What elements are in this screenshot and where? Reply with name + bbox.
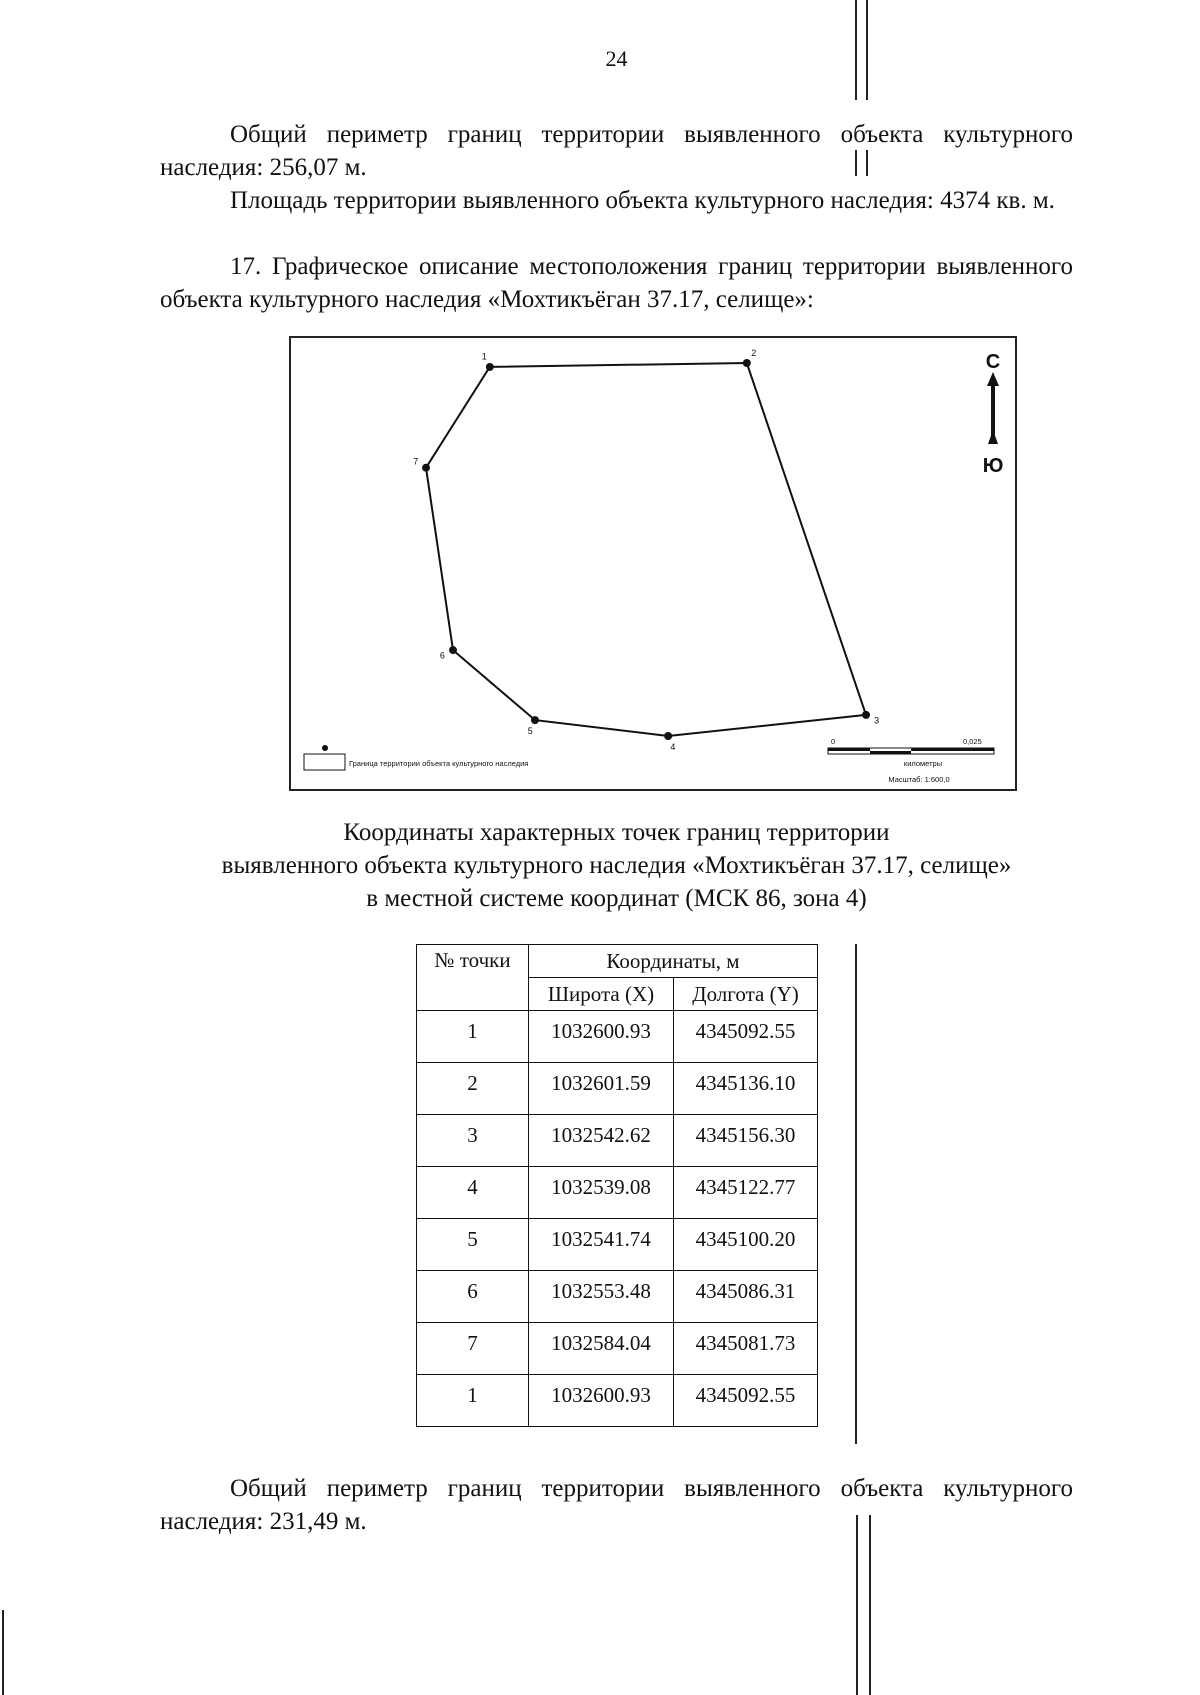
- table-caption-line-2: выявленного объекта культурного наследия «Мохтикъёган 37.17, селище»: [221, 852, 1012, 879]
- point-cell: 6: [417, 1271, 529, 1323]
- header-point-number: № точки: [417, 945, 529, 1011]
- boundary-point-7: [422, 464, 430, 472]
- scan-artifact-line: [856, 1515, 858, 1695]
- point-cell: 7: [417, 1323, 529, 1375]
- table-caption-line-3: в местной системе координат (МСК 86, зона 4): [366, 885, 867, 912]
- y-cell: 4345136.10: [674, 1063, 818, 1115]
- scale-units-label: километры: [903, 759, 943, 768]
- table-caption-line-1: Координаты характерных точек границ территории: [343, 819, 890, 846]
- north-arrow-icon: [987, 372, 999, 444]
- point-cell: 1: [417, 1011, 529, 1063]
- boundary-point-5: [531, 716, 539, 724]
- y-cell: 4345122.77: [674, 1167, 818, 1219]
- boundary-map: [289, 336, 1017, 791]
- x-cell: 1032600.93: [529, 1011, 674, 1063]
- boundary-point-label: 7: [413, 456, 419, 467]
- table-row: [417, 1375, 818, 1427]
- boundary-point-1: [486, 363, 494, 371]
- area-paragraph: Площадь территории выявленного объекта культурного наследия: 4374 кв. м.: [230, 187, 1055, 214]
- scale-bar: [828, 748, 994, 754]
- x-cell: 1032541.74: [529, 1219, 674, 1271]
- table-row: [417, 1167, 818, 1219]
- scale-max-label: 0,025: [963, 737, 982, 746]
- table-row: [417, 1219, 818, 1271]
- point-cell: 4: [417, 1167, 529, 1219]
- perimeter-paragraph-2: Общий периметр границ территории выявленного объекта культурного наследия: 231,49 м.: [160, 1475, 1073, 1535]
- x-cell: 1032539.08: [529, 1167, 674, 1219]
- y-cell: 4345086.31: [674, 1271, 818, 1323]
- compass-south-label: Ю: [982, 455, 1004, 477]
- point-cell: 3: [417, 1115, 529, 1167]
- table-row: [417, 1063, 818, 1115]
- scale-zero-label: 0: [831, 737, 836, 746]
- perimeter-paragraph: Общий периметр границ территории выявленного объекта культурного наследия: 256,07 м.: [160, 121, 1073, 181]
- boundary-point-label: 5: [527, 726, 533, 737]
- boundary-point-label: 1: [481, 351, 487, 362]
- coordinates-table: [416, 944, 818, 1427]
- boundary-point-3: [862, 711, 870, 719]
- table-caption: [160, 816, 1073, 915]
- x-cell: 1032542.62: [529, 1115, 674, 1167]
- y-cell: 4345081.73: [674, 1323, 818, 1375]
- point-cell: 5: [417, 1219, 529, 1271]
- x-cell: 1032584.04: [529, 1323, 674, 1375]
- section-heading-paragraph: 17. Графическое описание местоположения границ территории выявленного объекта культурного наследия «Мохтикъёган 37.17, селище»:: [160, 253, 1073, 313]
- compass-north-label: С: [985, 351, 1001, 373]
- legend-boundary-swatch: [304, 754, 345, 770]
- boundary-point-4: [664, 732, 672, 740]
- scale-ratio-label: Масштаб: 1:600,0: [888, 775, 950, 784]
- x-cell: 1032601.59: [529, 1063, 674, 1115]
- boundary-point-label: 6: [439, 650, 445, 661]
- x-cell: 1032600.93: [529, 1375, 674, 1427]
- scan-artifact-line: [869, 1515, 871, 1695]
- boundary-point-label: 4: [670, 742, 676, 753]
- point-cell: 1: [417, 1375, 529, 1427]
- y-cell: 4345092.55: [674, 1011, 818, 1063]
- boundary-point-label: 2: [751, 348, 757, 359]
- boundary-point-6: [449, 646, 457, 654]
- page-number: 24: [605, 46, 628, 71]
- y-cell: 4345092.55: [674, 1375, 818, 1427]
- table-row: [417, 1011, 818, 1063]
- scan-artifact-line: [855, 944, 857, 1444]
- table-row: [417, 1271, 818, 1323]
- boundary-point-2: [743, 359, 751, 367]
- boundary-polygon: [426, 363, 866, 736]
- legend-point-icon: [322, 745, 328, 751]
- x-cell: 1032553.48: [529, 1271, 674, 1323]
- y-cell: 4345100.20: [674, 1219, 818, 1271]
- scan-artifact-line: [2, 1610, 4, 1695]
- header-coordinates: Координаты, м: [529, 945, 818, 978]
- header-longitude-y: Долгота (Y): [674, 978, 818, 1011]
- table-row: [417, 1323, 818, 1375]
- legend-label: Граница территории объекта культурного наследия: [349, 759, 529, 768]
- boundary-map-canvas: [291, 338, 1015, 789]
- table-row: [417, 1115, 818, 1167]
- point-cell: 2: [417, 1063, 529, 1115]
- boundary-point-label: 3: [874, 715, 880, 726]
- header-latitude-x: Широта (X): [529, 978, 674, 1011]
- y-cell: 4345156.30: [674, 1115, 818, 1167]
